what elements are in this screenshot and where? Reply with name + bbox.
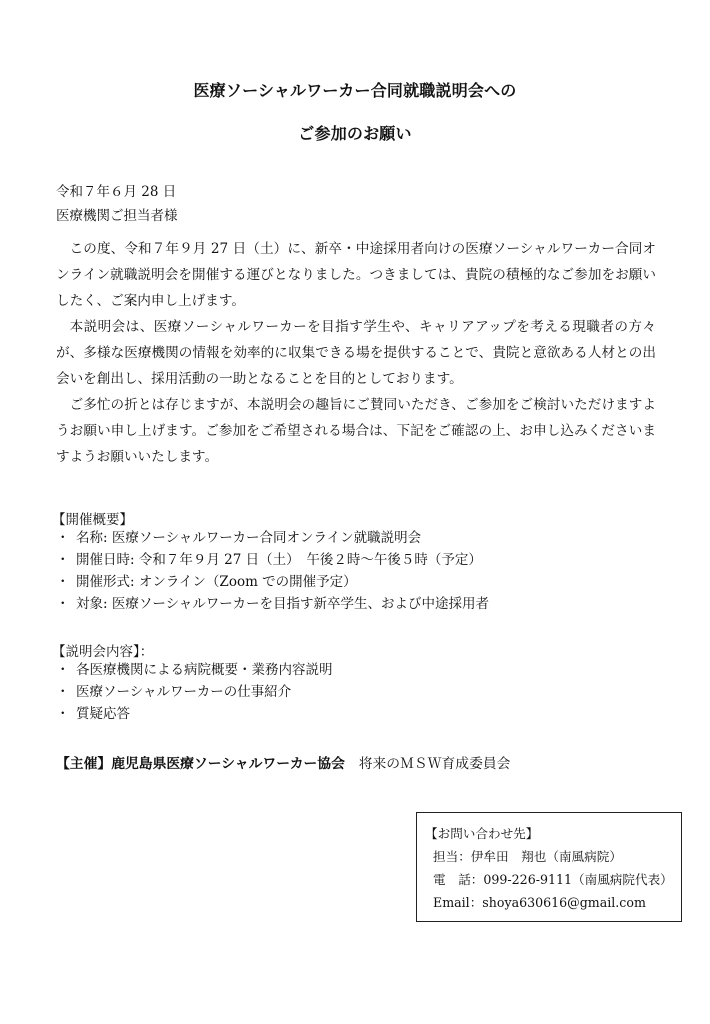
- letter-body: [56, 236, 656, 470]
- bullet-icon: ・: [56, 662, 70, 678]
- list-item: ・ 対象: 医療ソーシャルワーカーを目指す新卒学生、および中途採用者: [56, 593, 489, 615]
- list-item: ・ 医療ソーシャルワーカーの仕事紹介: [56, 681, 333, 703]
- body-paragraph: この度、令和７年９月 27 日（土）に、新卒・中途採用者向けの医療ソーシャルワーカー合同オンライン就職説明会を開催する運びとなりました。つきましては、貴院の積極的なご参加をお願いしたく、ご案内申し上げます。: [56, 241, 656, 309]
- bullet-icon: ・: [56, 596, 70, 612]
- list-item: ・ 開催日時: 令和７年９月 27 日（土） 午後２時～午後５時（予定）: [56, 549, 489, 571]
- bullet-icon: ・: [56, 530, 70, 546]
- content-list: [56, 659, 333, 725]
- document-title-line2: ご参加のお願い: [298, 124, 412, 143]
- contact-box: [416, 812, 682, 922]
- body-paragraph: ご多忙の折とは存じますが、本説明会の趣旨にご賛同いただき、ご参加をご検討いただけますようお願い申し上げます。ご参加をご希望される場合は、下記をご確認の上、お申し込みくださいますようお願いいたします。: [56, 397, 656, 465]
- organizer-label: 【主催】: [56, 756, 112, 772]
- recipient: 医療機関ご担当者様: [56, 208, 178, 224]
- overview-list: [56, 527, 489, 615]
- organizer: [56, 752, 510, 772]
- list-item: ・ 質疑応答: [56, 703, 333, 725]
- list-item: ・ 各医療機関による病院概要・業務内容説明: [56, 659, 333, 681]
- document-title-line1: 医療ソーシャルワーカー合同就職説明会への: [193, 81, 517, 100]
- body-paragraph: 本説明会は、医療ソーシャルワーカーを目指す学生や、キャリアアップを考える現職者の方々が、多様な医療機関の情報を効率的に収集できる場を提供することで、貴院と意欲ある人材との出会いを創出し、採用活動の一助となることを目的としております。: [56, 319, 656, 387]
- content-heading: 【説明会内容】：: [52, 644, 154, 660]
- list-item: ・ 開催形式: オンライン（Zoom での開催予定）: [56, 571, 489, 593]
- issue-date: 令和７年６月 28 日: [56, 184, 177, 200]
- contact-email: Email：shoya630616@gmail.com: [433, 895, 646, 910]
- bullet-icon: ・: [56, 706, 70, 722]
- bullet-icon: ・: [56, 684, 70, 700]
- overview-heading: 【開催概要】: [52, 512, 133, 528]
- contact-heading: 【お問い合わせ先】: [425, 826, 539, 841]
- organizer-committee: 将来のＭＳＷ育成委員会: [358, 756, 511, 772]
- contact-phone: 電 話：099-226-9111（南風病院代表）: [433, 872, 673, 887]
- bullet-icon: ・: [56, 552, 70, 568]
- bullet-icon: ・: [56, 574, 70, 590]
- organizer-name: 鹿児島県医療ソーシャルワーカー協会: [111, 756, 345, 772]
- contact-person: 担当：伊牟田 翔也（南風病院）: [433, 849, 622, 864]
- list-item: ・ 名称: 医療ソーシャルワーカー合同オンライン就職説明会: [56, 527, 489, 549]
